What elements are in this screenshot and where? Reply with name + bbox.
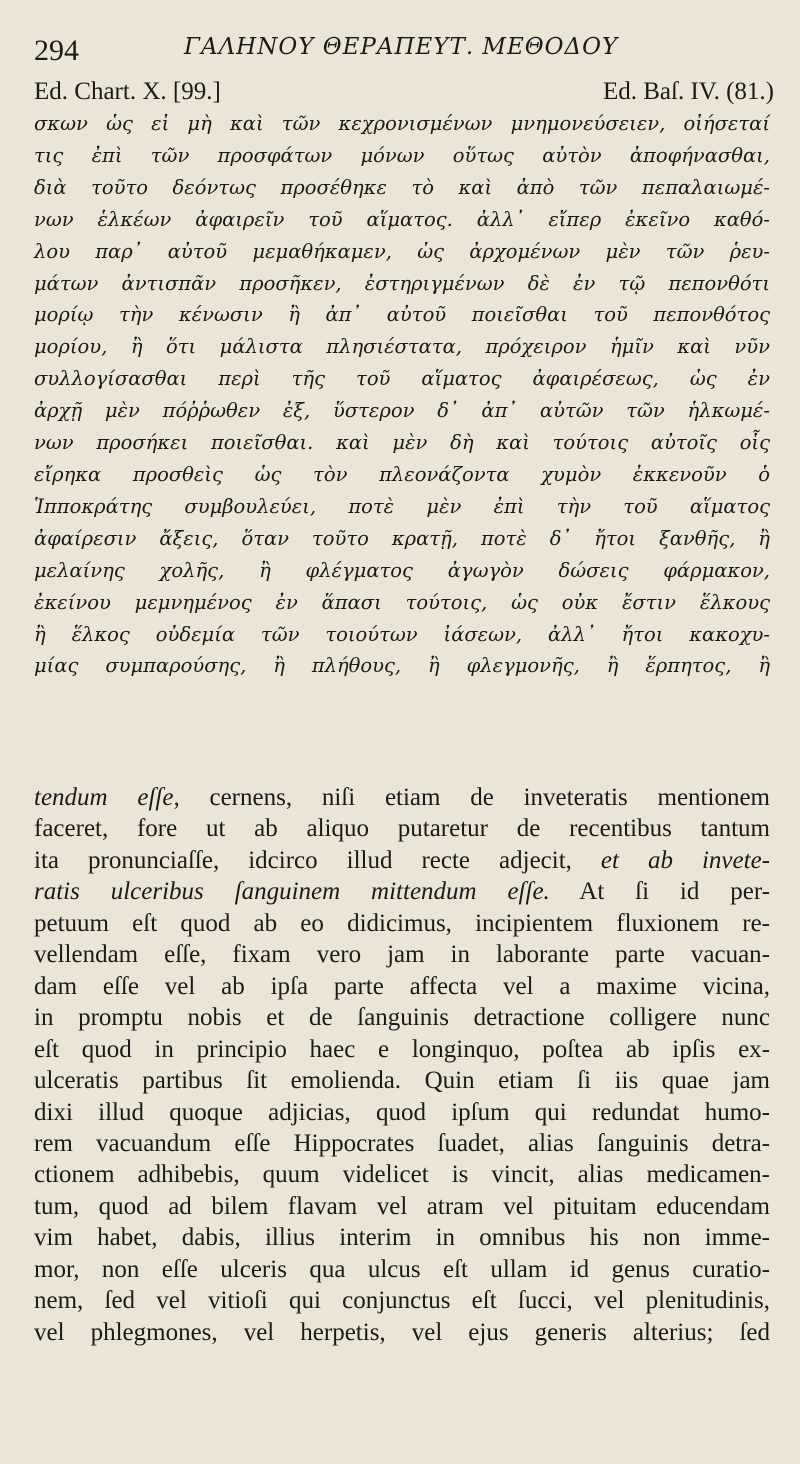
latin-text-line: [34, 1065, 770, 1096]
latin-text-line: [34, 1191, 770, 1222]
greek-text-line: μορίῳ τὴν κένωσιν ἢ ἀπ᾽ αὐτοῦ ποιεῖσθαι τοῦ πεπονθότος: [34, 303, 770, 327]
latin-text-line: [34, 1128, 770, 1159]
text-segment: mor, non eſſe ulceris qua ulcus eſt ullam id genus curatio-: [34, 1255, 770, 1283]
latin-text-line: [34, 1159, 770, 1190]
greek-text-line: τις ἐπὶ τῶν προσφάτων μόνων οὕτως αὐτὸν ἀποφήνασθαι,: [34, 143, 770, 167]
text-segment: nem, ſed vel vitioſi qui conjunctus eſt ſucci, vel plenitudinis,: [34, 1287, 770, 1315]
text-segment: eſt quod in principio haec e longinquo, poſtea ab ipſis ex-: [34, 1035, 770, 1063]
text-segment: dixi illud quoque adjicias, quod ipſum qui redundat humo-: [34, 1098, 770, 1126]
greek-text-line: Ἱπποκράτης συμβουλεύει, ποτὲ μὲν ἐπὶ τὴν τοῦ αἵματος: [34, 494, 770, 518]
greek-text-line: εἴρηκα προσθεὶς ὡς τὸν πλεονάζοντα χυμὸν ἐκκενοῦν ὁ: [34, 462, 770, 486]
latin-text-line: [34, 813, 770, 844]
greek-text-line: λου παρ᾽ αὐτοῦ μεμαθήκαμεν, ὡς ἀρχομένων μὲν τῶν ῥευ-: [34, 239, 770, 263]
greek-text-block: [34, 108, 770, 682]
edition-references: [34, 78, 774, 110]
latin-text-line: [34, 1317, 770, 1348]
text-segment: vellendam eſſe, fixam vero jam in laborante parte vacuan-: [34, 941, 770, 969]
latin-text-block: [34, 782, 770, 1348]
italic-quote-segment: tendum eſſe,: [34, 784, 180, 811]
text-segment: vel phlegmones, vel herpetis, vel ejus generis alterius; ſed: [34, 1318, 770, 1346]
italic-quote-segment: et ab invete-: [600, 846, 770, 874]
latin-text-line: [34, 1285, 770, 1316]
text-segment: petuum eſt quod ab eo didicimus, incipientem fluxionem re-: [34, 909, 770, 937]
text-segment: ita pronunciaſſe, idcirco illud recte adjecit,: [34, 846, 601, 874]
latin-text-line: [34, 908, 770, 939]
text-segment: ulceratis partibus ſit emolienda. Quin etiam ſi iis quae jam: [34, 1067, 770, 1095]
text-segment: tum, quod ad bilem flavam vel atram vel pituitam educendam: [34, 1192, 770, 1220]
italic-quote-segment: ratis ulceribus ſanguinem mittendum eſſe.: [34, 878, 550, 906]
text-segment: ctionem adhibebis, quum videlicet is vincit, alias medicamen-: [34, 1161, 770, 1189]
greek-text-line: νων ἑλκέων ἀφαιρεῖν τοῦ αἵματος. ἀλλ᾽ εἴπερ ἐκεῖνο καθό-: [34, 207, 770, 231]
text-segment: in promptu nobis et de ſanguinis detractione colligere nunc: [34, 1004, 770, 1032]
text-segment: cernens, niſi etiam de inveteratis mentionem: [179, 784, 770, 811]
greek-text-line: ἀφαίρεσιν ἄξεις, ὅταν τοῦτο κρατῇ, ποτὲ δ᾽ ἤτοι ξανθῆς, ἢ: [34, 526, 770, 550]
text-segment: faceret, fore ut ab aliquo putaretur de recentibus tantum: [34, 815, 770, 843]
latin-text-line: [34, 939, 770, 970]
greek-text-line: σκων ὡς εἰ μὴ καὶ τῶν κεχρονισμένων μνημονεύσειεν, οἰήσεταί: [34, 112, 770, 135]
text-segment: dam eſſe vel ab ipſa parte affecta vel a maxime vicina,: [34, 972, 770, 1000]
greek-text-line: διὰ τοῦτο δεόντως προσέθηκε τὸ καὶ ἀπὸ τῶν πεπαλαιωμέ-: [34, 175, 770, 199]
latin-text-line: [34, 782, 770, 813]
greek-text-line: νων προσήκει ποιεῖσθαι. καὶ μὲν δὴ καὶ τούτοις αὐτοῖς οἷς: [34, 431, 770, 455]
greek-text-line: ἀρχῇ μὲν πόῤῥωθεν ἐξ, ὕστερον δ᾽ ἀπ᾽ αὐτῶν τῶν ἡλκωμέ-: [34, 399, 770, 423]
latin-text-line: [34, 1254, 770, 1285]
latin-text-line: [34, 971, 770, 1002]
text-segment: At ſi id per-: [549, 878, 770, 906]
text-segment: vim habet, dabis, illius interim in omnibus his non imme-: [34, 1224, 770, 1252]
latin-text-line: [34, 876, 770, 907]
greek-text-line: μίας συμπαρούσης, ἢ πλήθους, ἢ φλεγμονῆς, ἢ ἕρπητος, ἢ: [34, 654, 770, 678]
latin-text-line: [34, 1034, 770, 1065]
greek-text-line: μάτων ἀντισπᾶν προσῆκεν, ἐστηριγμένων δὲ ἐν τῷ πεπονθότι: [34, 271, 770, 295]
latin-text-line: [34, 1222, 770, 1253]
text-segment: rem vacuandum eſſe Hippocrates ſuadet, alias ſanguinis detra-: [34, 1129, 770, 1157]
greek-text-line: μελαίνης χολῆς, ἢ φλέγματος ἀγωγὸν δώσεις φάρμακον,: [34, 558, 770, 582]
page-number: 294: [34, 34, 79, 67]
greek-text-line: ἢ ἕλκος οὐδεμία τῶν τοιούτων ἰάσεων, ἀλλ᾽ ἤτοι κακοχυ-: [34, 622, 770, 646]
greek-text-line: συλλογίσασθαι περὶ τῆς τοῦ αἵματος ἀφαιρέσεως, ὡς ἐν: [34, 367, 770, 391]
edition-reference-basel: Ed. Baſ. IV. (81.): [602, 78, 774, 105]
greek-text-line: μορίου, ἢ ὅτι μάλιστα πλησιέστατα, πρόχειρον ἡμῖν καὶ νῦν: [34, 335, 770, 359]
edition-reference-chart: Ed. Chart. X. [99.]: [34, 78, 221, 105]
greek-text-line: ἐκείνου μεμνημένος ἐν ἅπασι τούτοις, ὡς οὐκ ἔστιν ἕλκους: [34, 590, 770, 614]
running-title: ΓΑΛΗΝΟΥ ΘΕΡΑΠΕΥΤ. ΜΕΘΟΔΟΥ: [184, 34, 619, 60]
latin-text-line: [34, 845, 770, 876]
page-header: [34, 26, 774, 70]
latin-text-line: [34, 1002, 770, 1033]
latin-text-line: [34, 1097, 770, 1128]
